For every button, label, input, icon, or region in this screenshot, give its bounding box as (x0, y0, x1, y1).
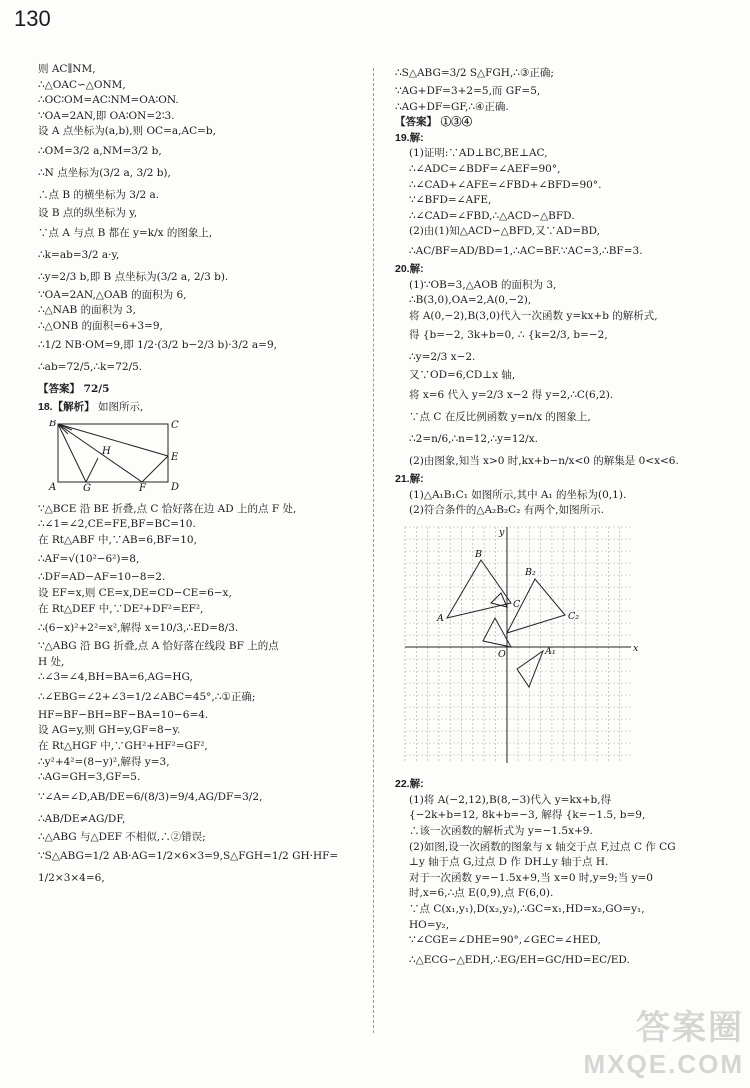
text-line: ∴该一次函数的解析式为 y=−1.5x+9. (409, 825, 593, 838)
text-line: HO=y₂, (409, 918, 450, 931)
text-line: ∴S△ABG=3/2 S△FGH,∴③正确; (395, 67, 554, 79)
text-line: ∴AG=GH=3,GF=5. (38, 771, 141, 784)
fig18-label-A: A (49, 481, 57, 492)
text-line: 设 B 点的纵坐标为 y, (38, 206, 138, 219)
text-line: (2)如图,设一次函数的图象与 x 轴交于点 F,过点 C 作 CG (409, 840, 676, 853)
solution-21 (395, 488, 735, 519)
text-line: 设 A 点坐标为(a,b),则 OC=a,AC=b, (38, 125, 216, 138)
question-18-intro: 如图所示, (97, 401, 144, 414)
text-line: (1)证明:∵AD⊥BC,BE⊥AC, (409, 147, 548, 160)
question-19-label: 19.解: (395, 131, 424, 144)
question-18-label: 18.【解析】 (38, 401, 95, 414)
text-line: 对于一次函数 y=−1.5x+9,当 x=0 时,y=9;当 y=0 (409, 871, 653, 884)
text-line: ∴1/2 NB·OM=9,即 1/2·(3/2 b−2/3 b)·3/2 a=9, (38, 339, 277, 352)
text-line: 将 x=6 代入 y=2/3 x−2 得 y=2,∴C(6,2). (409, 388, 614, 401)
text-line: ∴AC/BF=AD/BD=1,∴AC=BF.∵AC=3,∴BF=3. (409, 244, 643, 257)
text-line: ∵∠CGE=∠DHE=90°,∠GEC=∠HED, (409, 934, 601, 947)
text-line: HF=BF−BH=BF−BA=10−6=4. (38, 708, 209, 721)
text-line: ∵OA=2AN,△OAB 的面积为 6, (38, 288, 187, 301)
left-column (38, 62, 366, 889)
grid-label-A1: A₁ (545, 645, 556, 657)
text-line: 1/2×3×4=6, (38, 872, 105, 885)
text-line: ∴DF=AD−AF=10−8=2. (38, 571, 166, 584)
text-line: ∵∠BFD=∠AFE, (409, 194, 492, 207)
text-line: ∴y=2/3 x−2. (409, 351, 476, 364)
grid-axis-x: x (633, 642, 639, 654)
grid-axis-y: y (499, 526, 505, 538)
fig18-label-E: E (171, 451, 179, 463)
text-line: ∴∠CAD+∠AFE=∠FBD+∠BFD=90°. (409, 178, 602, 191)
text-line: ∵AG+DF=3+2=5,而 GF=5, (395, 85, 541, 97)
text-line: ⊥y 轴于点 G,过点 D 作 DH⊥y 轴于点 H. (409, 856, 609, 869)
fig18-label-H: H (102, 445, 111, 457)
grid-label-B: B (475, 548, 482, 560)
grid-label-C2: C₂ (568, 610, 580, 622)
text-line: 设 AG=y,则 GH=y,GF=8−y. (38, 724, 181, 737)
solution-17-continued (38, 62, 366, 400)
text-line: ∴∠EBG=∠2+∠3=1/2∠ABC=45°,∴①正确; (38, 690, 256, 703)
text-line: 【答案】 72/5 (38, 383, 110, 396)
right-column (395, 62, 735, 971)
text-line: (2)符合条件的△A₂B₂C₂ 有两个,如图所示. (409, 504, 604, 517)
column-divider (373, 68, 374, 1033)
text-line: ∴(6−x)²+2²=x²,解得 x=10/3,∴ED=8/3. (38, 622, 239, 635)
text-line: ∴B(3,0),OA=2,A(0,−2), (409, 294, 532, 307)
text-line: 设 EF=x,则 CE=x,DE=CD−CE=6−x, (38, 586, 232, 599)
text-line: 将 A(0,−2),B(3,0)代入一次函数 y=kx+b 的解析式, (409, 309, 658, 322)
text-line: (1)将 A(−2,12),B(8,−3)代入 y=kx+b,得 (409, 793, 612, 806)
grid-label-C: C (513, 598, 521, 610)
text-line: 在 Rt△HGF 中,∵GH²+HF²=GF², (38, 740, 208, 753)
figure-21-coordinate-grid (395, 523, 735, 774)
text-line: ∵△ABG 沿 BG 折叠,点 A 恰好落在线段 BF 上的点 (38, 640, 279, 653)
text-line: ∴y²+4²=(8−y)²,解得 y=3, (38, 755, 170, 768)
fig18-label-B: B (49, 419, 57, 429)
text-line: 则 AC∥NM, (38, 63, 96, 75)
text-line: 在 Rt△ABF 中,∵AB=6,BF=10, (38, 533, 197, 546)
text-line: ∴AG+DF=GF,∴④正确. (395, 100, 509, 113)
text-line: ∴∠ADC=∠BDF=∠AEF=90°, (409, 162, 561, 175)
text-line: 得 {b=−2, 3k+b=0, ∴ {k=2/3, b=−2, (409, 329, 608, 342)
text-line: (1)∵OB=3,△AOB 的面积为 3, (409, 278, 557, 291)
text-line: {−2k+b=12, 8k+b=−3, 解得 {k=−1.5, b=9, (409, 809, 646, 822)
text-line: (1)△A₁B₁C₁ 如图所示,其中 A₁ 的坐标为(0,1). (409, 488, 627, 501)
text-line: ∴∠3=∠4,BH=BA=6,AG=HG, (38, 671, 193, 684)
question-21-label: 21.解: (395, 472, 424, 485)
grid-label-A: A (437, 612, 444, 624)
fig18-label-G: G (83, 482, 91, 492)
text-line: ∴△OAC∽△ONM, (38, 78, 126, 91)
text-line: ∴∠1=∠2,CE=FE,BF=BC=10. (38, 518, 196, 531)
text-line: ∴y=2/3 b,即 B 点坐标为(3/2 a, 2/3 b). (38, 270, 229, 283)
text-line: ∴∠CAD=∠FBD,∴△ACD∽△BFD. (409, 209, 575, 222)
text-line: ∵点 A 与点 B 都在 y=k/x 的图象上, (38, 226, 213, 239)
watermark: 答案圈 MXQE.COM (583, 1009, 744, 1079)
question-22-label: 22.解: (395, 778, 424, 791)
text-line: H 处, (38, 655, 65, 668)
solution-18-continued (395, 62, 735, 131)
text-line: ∵∠A=∠D,AB/DE=6/(8/3)=9/4,AG/DF=3/2, (38, 790, 263, 803)
page-number: 130 (14, 6, 51, 31)
text-line: (2)由图象,知当 x>0 时,kx+b−n/x<0 的解集是 0<x<6. (409, 454, 679, 467)
text-line: ∴2=n/6,∴n=12,∴y=12/x. (409, 432, 538, 445)
text-line: 【答案】 ①③④ (395, 116, 473, 129)
text-line: (2)由(1)知△ACD∽△BFD,又∵AD=BD, (409, 225, 601, 238)
text-line: ∴k=ab=3/2 a·y, (38, 248, 120, 261)
text-line: ∵OA=2AN,即 OA∶ON=2∶3. (38, 109, 175, 122)
grid-origin-O: O (498, 648, 506, 660)
text-line: ∴AF=√(10²−6²)=8, (38, 553, 140, 566)
question-20-label: 20.解: (395, 262, 424, 275)
text-line: ∴OM=3/2 a,NM=3/2 b, (38, 144, 162, 157)
text-line: 又∵OD=6,CD⊥x 轴, (409, 369, 516, 382)
text-line: ∵S△ABG=1/2 AB·AG=1/2×6×3=9,S△FGH=1/2 GH·HF= (38, 850, 339, 863)
text-line: 在 Rt△DEF 中,∵DE²+DF²=EF², (38, 602, 204, 615)
text-line: ∴ab=72/5,∴k=72/5. (38, 361, 143, 374)
grid-label-B2: B₂ (525, 566, 536, 578)
fig18-label-F: F (139, 482, 146, 492)
fig18-label-D: D (171, 481, 180, 492)
text-line: 时,x=6,∴点 E(0,9),点 F(6,0). (409, 887, 554, 900)
text-line: ∴点 B 的横坐标为 3/2 a. (38, 188, 160, 201)
text-line: ∴△NAB 的面积为 3, (38, 304, 136, 317)
text-line: ∴△ONB 的面积=6+3=9, (38, 319, 163, 332)
text-line: ∴△ABG 与△DEF 不相似,∴②错误; (38, 830, 206, 843)
solution-18 (38, 502, 366, 890)
text-line: ∴N 点坐标为(3/2 a, 3/2 b), (38, 166, 171, 179)
text-line: ∴AB/DE≠AG/DF, (38, 812, 126, 825)
solution-19 (395, 146, 735, 262)
text-line: ∵△BCE 沿 BE 折叠,点 C 恰好落在边 AD 上的点 F 处, (38, 502, 297, 515)
figure-18-rectangle-fold (38, 420, 366, 498)
fig18-label-C: C (171, 419, 179, 431)
text-line: ∵点 C 在反比例函数 y=n/x 的图象上, (409, 410, 591, 423)
solution-22 (395, 793, 735, 971)
text-line: ∴OC∶OM=AC∶NM=OA∶ON. (38, 94, 179, 107)
solution-20 (395, 278, 735, 472)
text-line: ∵点 C(x₁,y₁),D(x₂,y₂),∴GC=x₁,HD=x₂,GO=y₁, (409, 903, 645, 916)
text-line: ∴△ECG∽△EDH,∴EG/EH=GC/HD=EC/ED. (409, 953, 630, 966)
